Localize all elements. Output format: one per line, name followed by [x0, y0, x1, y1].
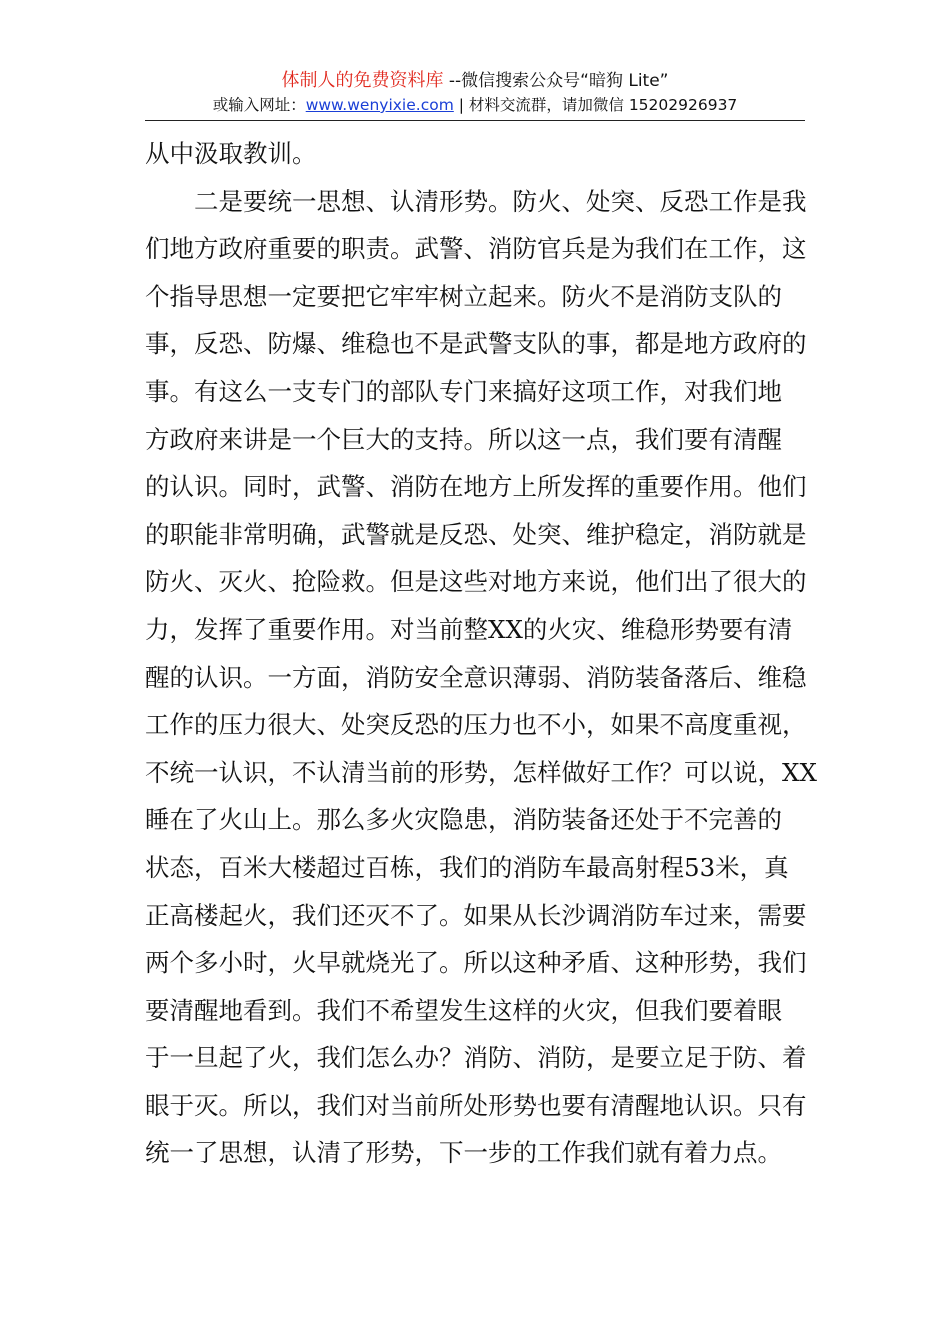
text-line: 事。有这么一支专门的部队专门来搞好这项工作，对我们地: [145, 376, 782, 406]
text-line: 正高楼起火，我们还灭不了。如果从长沙调消防车过来，需要: [145, 900, 807, 930]
contact-info: 材料交流群，请加微信 15202926937: [468, 96, 738, 114]
document-body: [145, 130, 817, 1177]
header-tagline: --微信搜索公众号“暗狗 Lite”: [443, 71, 669, 91]
text-line: 工作的压力很大、处突反恐的压力也不小，如果不高度重视，: [145, 710, 807, 740]
website-link[interactable]: www.wenyixie.com: [305, 96, 454, 114]
text-line: 眼于灭。所以，我们对当前所处形势也要有清醒地认识。只有: [145, 1090, 807, 1120]
header-separator: |: [453, 96, 469, 114]
text-line: 们地方政府重要的职责。武警、消防官兵是为我们在工作，这: [145, 234, 807, 264]
header-contact-line: [145, 94, 805, 116]
url-prefix: 或输入网址：: [212, 96, 306, 114]
text-line: 不统一认识，不认清当前的形势，怎样做好工作？可以说，XX: [145, 757, 817, 787]
text-line: 力，发挥了重要作用。对当前整XX的火灾、维稳形势要有清: [145, 614, 793, 644]
brand-name: 体制人的免费资料库: [281, 70, 444, 91]
text-line: 的认识。同时，武警、消防在地方上所发挥的重要作用。他们: [145, 472, 807, 502]
text-line: 于一旦起了火，我们怎么办？消防、消防，是要立足于防、着: [145, 1043, 807, 1073]
text-line: 睡在了火山上。那么多火灾隐患，消防装备还处于不完善的: [145, 805, 782, 835]
text-line: 从中汲取教训。: [145, 139, 317, 168]
text-line: 统一了思想，认清了形势，下一步的工作我们就有着力点。: [145, 1138, 782, 1168]
text-line: 状态，百米大楼超过百栋，我们的消防车最高射程53米，真: [145, 852, 789, 882]
text-line: 防火、灭火、抢险救。但是这些对地方来说，他们出了很大的: [145, 567, 807, 597]
text-line: 个指导思想一定要把它牢牢树立起来。防火不是消防支队的: [145, 281, 782, 311]
page-header: [145, 68, 805, 121]
text-line: 醒的认识。一方面，消防安全意识薄弱、消防装备落后、维稳: [145, 662, 807, 692]
text-line: 方政府来讲是一个巨大的支持。所以这一点，我们要有清醒: [145, 424, 782, 454]
text-line: 二是要统一思想、认清形势。防火、处突、反恐工作是我: [145, 186, 807, 216]
header-title-line: [145, 70, 805, 92]
text-line: 事，反恐、防爆、维稳也不是武警支队的事，都是地方政府的: [145, 329, 807, 359]
text-line: 要清醒地看到。我们不希望发生这样的火灾，但我们要着眼: [145, 995, 782, 1025]
text-line: 两个多小时，火早就烧光了。所以这种矛盾、这种形势，我们: [145, 948, 807, 978]
text-line: 的职能非常明确，武警就是反恐、处突、维护稳定，消防就是: [145, 519, 807, 549]
